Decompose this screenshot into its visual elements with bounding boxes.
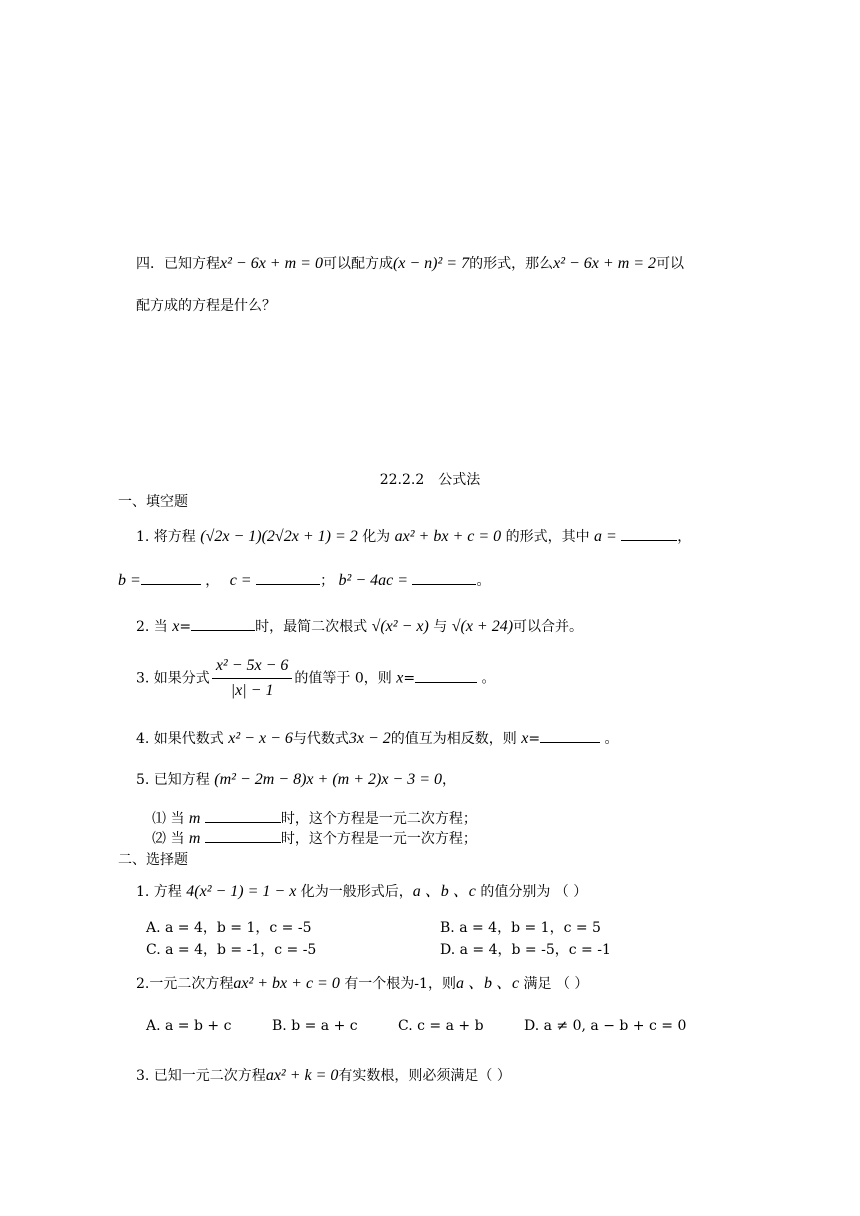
fill-blank-heading: 一、填空题	[118, 494, 188, 510]
equation: x² − 6x + m = 2	[553, 255, 657, 272]
choice-2-option-a[interactable]: A. a = b + c	[146, 1018, 232, 1034]
text: 。	[476, 573, 491, 589]
fill-question-1-cont	[118, 570, 490, 591]
denominator: |x| − 1	[230, 682, 274, 699]
variable: x	[396, 669, 404, 687]
answer-blank[interactable]	[256, 570, 320, 585]
text: 3. 已知一元二次方程	[136, 1068, 266, 1084]
answer-blank[interactable]	[412, 570, 476, 585]
choice-heading: 二、选择题	[118, 852, 188, 868]
text: 1. 方程	[136, 884, 182, 900]
text: 可以合并。	[513, 619, 584, 635]
variable: x	[172, 618, 180, 635]
answer-blank[interactable]	[415, 668, 477, 683]
equation: ax² + k = 0	[265, 1067, 339, 1084]
fill-question-5-sub-2	[152, 828, 477, 849]
text: 与代数式	[292, 731, 349, 747]
choice-2-option-c[interactable]: C. c = a + b	[398, 1018, 484, 1034]
text: 。	[604, 731, 619, 747]
text: 1. 将方程	[136, 529, 196, 545]
answer-blank[interactable]	[191, 616, 255, 631]
choice-1-option-a[interactable]: A. a = 4，b = 1，c = -5	[146, 920, 312, 936]
choice-question-2	[136, 974, 588, 994]
choice-question-1	[136, 882, 587, 902]
text: 时，这个方程是一元一次方程；	[280, 831, 477, 847]
variable: m	[188, 830, 201, 847]
text: ；	[320, 573, 335, 589]
text: 的值互为相反数，则	[390, 731, 517, 747]
text: ，	[442, 772, 457, 788]
variable: m	[188, 810, 201, 827]
text: 有实数根，则必须满足（ ）	[338, 1068, 511, 1084]
text: 的值等于 0，则	[294, 670, 392, 687]
equation: (√2x − 1)(2√2x + 1) = 2	[200, 528, 358, 545]
answer-blank[interactable]	[205, 808, 281, 823]
text: 可以配方成	[322, 256, 393, 272]
numerator: x² − 5x − 6	[212, 656, 293, 679]
text: 有一个根为-1，则	[344, 976, 456, 992]
text: ，	[677, 529, 692, 545]
fill-question-5-sub-1	[152, 808, 477, 829]
variables: a 、b 、c	[412, 883, 476, 900]
text: ⑵ 当	[152, 831, 185, 847]
text: 的形式，其中	[505, 529, 590, 545]
equation: (x − n)² = 7	[392, 255, 470, 272]
text: ⑴ 当	[152, 811, 185, 827]
equation: b =	[118, 572, 141, 589]
equation: a =	[594, 528, 617, 545]
equation: b² − 4ac =	[338, 572, 409, 589]
equation: ax² + bx + c = 0	[394, 528, 502, 545]
choice-2-option-d[interactable]: D. a ≠ 0, a − b + c = 0	[524, 1018, 687, 1034]
fill-question-5	[136, 770, 456, 790]
equation: x² − 6x + m = 0	[220, 255, 323, 272]
text: 化为一般形式后，	[300, 884, 413, 900]
choice-question-3	[136, 1066, 511, 1086]
equation: x² − x − 6	[228, 730, 293, 747]
text: 四．已知方程	[136, 256, 220, 272]
equation: 3x − 2	[348, 730, 391, 747]
text: 4. 如果代数式	[136, 731, 224, 747]
radical: √(x² − x)	[371, 618, 429, 635]
text: 。	[481, 670, 496, 687]
fill-question-3	[136, 656, 496, 701]
text: 化为	[362, 529, 391, 545]
text: =	[528, 731, 541, 747]
text: 2. 当	[136, 619, 168, 635]
text: 的形式，那么	[469, 256, 554, 272]
variables: a 、b 、c	[455, 975, 520, 992]
equation: ax² + bx + c = 0	[233, 975, 340, 992]
fill-question-4	[136, 728, 619, 749]
text: ，	[205, 573, 220, 589]
answer-blank[interactable]	[141, 570, 201, 585]
choice-1-option-c[interactable]: C. a = 4，b = -1，c = -5	[146, 942, 317, 958]
text: 时，这个方程是一元二次方程；	[280, 811, 477, 827]
text: =	[403, 670, 416, 687]
answer-blank[interactable]	[621, 526, 677, 541]
text: =	[179, 619, 192, 635]
equation: c =	[229, 572, 252, 589]
text: 3. 如果分式	[136, 670, 210, 687]
choice-1-option-b[interactable]: B. a = 4，b = 1，c = 5	[440, 920, 601, 936]
answer-blank[interactable]	[540, 728, 600, 743]
answer-blank[interactable]	[205, 828, 281, 843]
problem-4-line-1	[136, 254, 684, 274]
radical: √(x + 24)	[451, 618, 514, 635]
text: 可以	[656, 256, 685, 272]
choice-2-option-b[interactable]: B. b = a + c	[272, 1018, 358, 1034]
text: 5. 已知方程	[136, 772, 210, 788]
text: 与	[433, 619, 448, 635]
problem-4-line-2: 配方成的方程是什么？	[136, 298, 276, 314]
text: 时，最简二次根式	[255, 619, 368, 635]
equation: 4(x² − 1) = 1 − x	[186, 883, 297, 900]
fraction	[212, 656, 293, 701]
section-title: 22.2.2 公式法	[379, 472, 481, 488]
text: 满足 （ ）	[523, 976, 589, 992]
fill-question-1	[136, 526, 691, 547]
variable: x	[521, 730, 529, 747]
choice-1-option-d[interactable]: D. a = 4，b = -5，c = -1	[440, 942, 611, 958]
text: 2.一元二次方程	[136, 976, 234, 992]
fill-question-2	[136, 616, 583, 637]
equation: (m² − 2m − 8)x + (m + 2)x − 3 = 0	[214, 771, 443, 788]
text: 的值分别为 （ ）	[480, 884, 588, 900]
